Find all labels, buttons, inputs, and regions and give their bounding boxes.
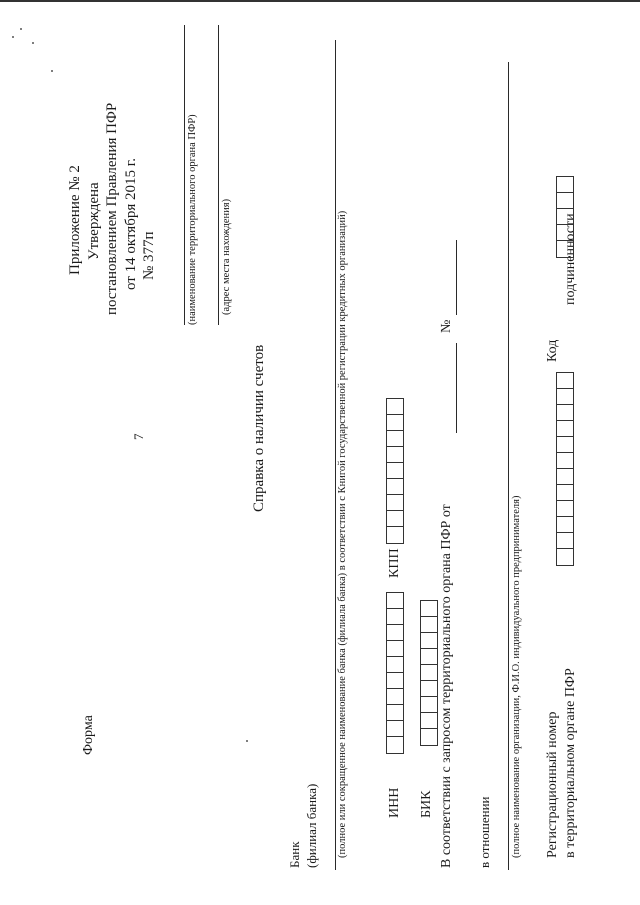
- pfr-body-line: [184, 25, 185, 325]
- inn-label: ИНН: [387, 787, 402, 818]
- request-date-line[interactable]: [456, 343, 457, 433]
- inn-cells[interactable]: [386, 592, 404, 754]
- bank-caption: (полное или сокращенное наименование банка (филиала банка) в соответствии с Книгой государственной регистрации кредитных организаций): [337, 210, 348, 858]
- scan-speck: [12, 36, 14, 38]
- regarding-label: в отношении: [477, 796, 492, 868]
- header-date: от 14 октября 2015 г.: [123, 158, 139, 290]
- page-number: 7: [131, 433, 146, 440]
- request-text: В соответствии с запросом территориального органа ПФР от: [439, 504, 454, 868]
- registration-number-cells[interactable]: [556, 372, 574, 566]
- bik-cells[interactable]: [420, 600, 438, 746]
- pfr-address-line: [218, 25, 219, 325]
- request-number-sign: №: [439, 319, 454, 333]
- document-title: Справка о наличии счетов: [251, 344, 267, 512]
- pfr-body-caption: (наименование территориального органа ПФР): [187, 114, 198, 325]
- header-decree: постановлением Правления ПФР: [104, 102, 120, 315]
- registration-label-1: Регистрационный номер: [545, 711, 560, 858]
- regarding-line: [508, 62, 509, 870]
- subordination-code-cells[interactable]: [556, 176, 574, 258]
- form-label: Форма: [81, 715, 96, 755]
- scan-speck: [51, 70, 53, 72]
- regarding-caption: (полное наименование организации, Ф.И.О. индивидуального предпринимателя): [511, 495, 522, 858]
- bik-label: БИК: [419, 790, 434, 818]
- header-number: № 377п: [141, 231, 157, 280]
- pfr-address-caption: (адрес места нахождения): [221, 198, 232, 315]
- subordination-code-label-1: Код: [545, 339, 560, 362]
- kpp-label: КПП: [387, 548, 402, 578]
- page-top-border: [0, 0, 640, 2]
- bank-label: Банк: [287, 841, 302, 868]
- scan-speck: [32, 42, 34, 44]
- bank-branch-label: (филиал банка): [304, 783, 319, 868]
- subordination-code-label-2: подчиненности: [563, 213, 578, 305]
- scan-speck: [246, 740, 248, 742]
- registration-label-2: в территориальном органе ПФР: [563, 668, 578, 858]
- scan-speck: [20, 28, 22, 30]
- bank-name-line: [335, 40, 336, 870]
- header-approved: Утверждена: [86, 182, 102, 260]
- header-appendix: Приложение № 2: [67, 165, 83, 275]
- kpp-cells[interactable]: [386, 398, 404, 544]
- request-number-line[interactable]: [456, 240, 457, 315]
